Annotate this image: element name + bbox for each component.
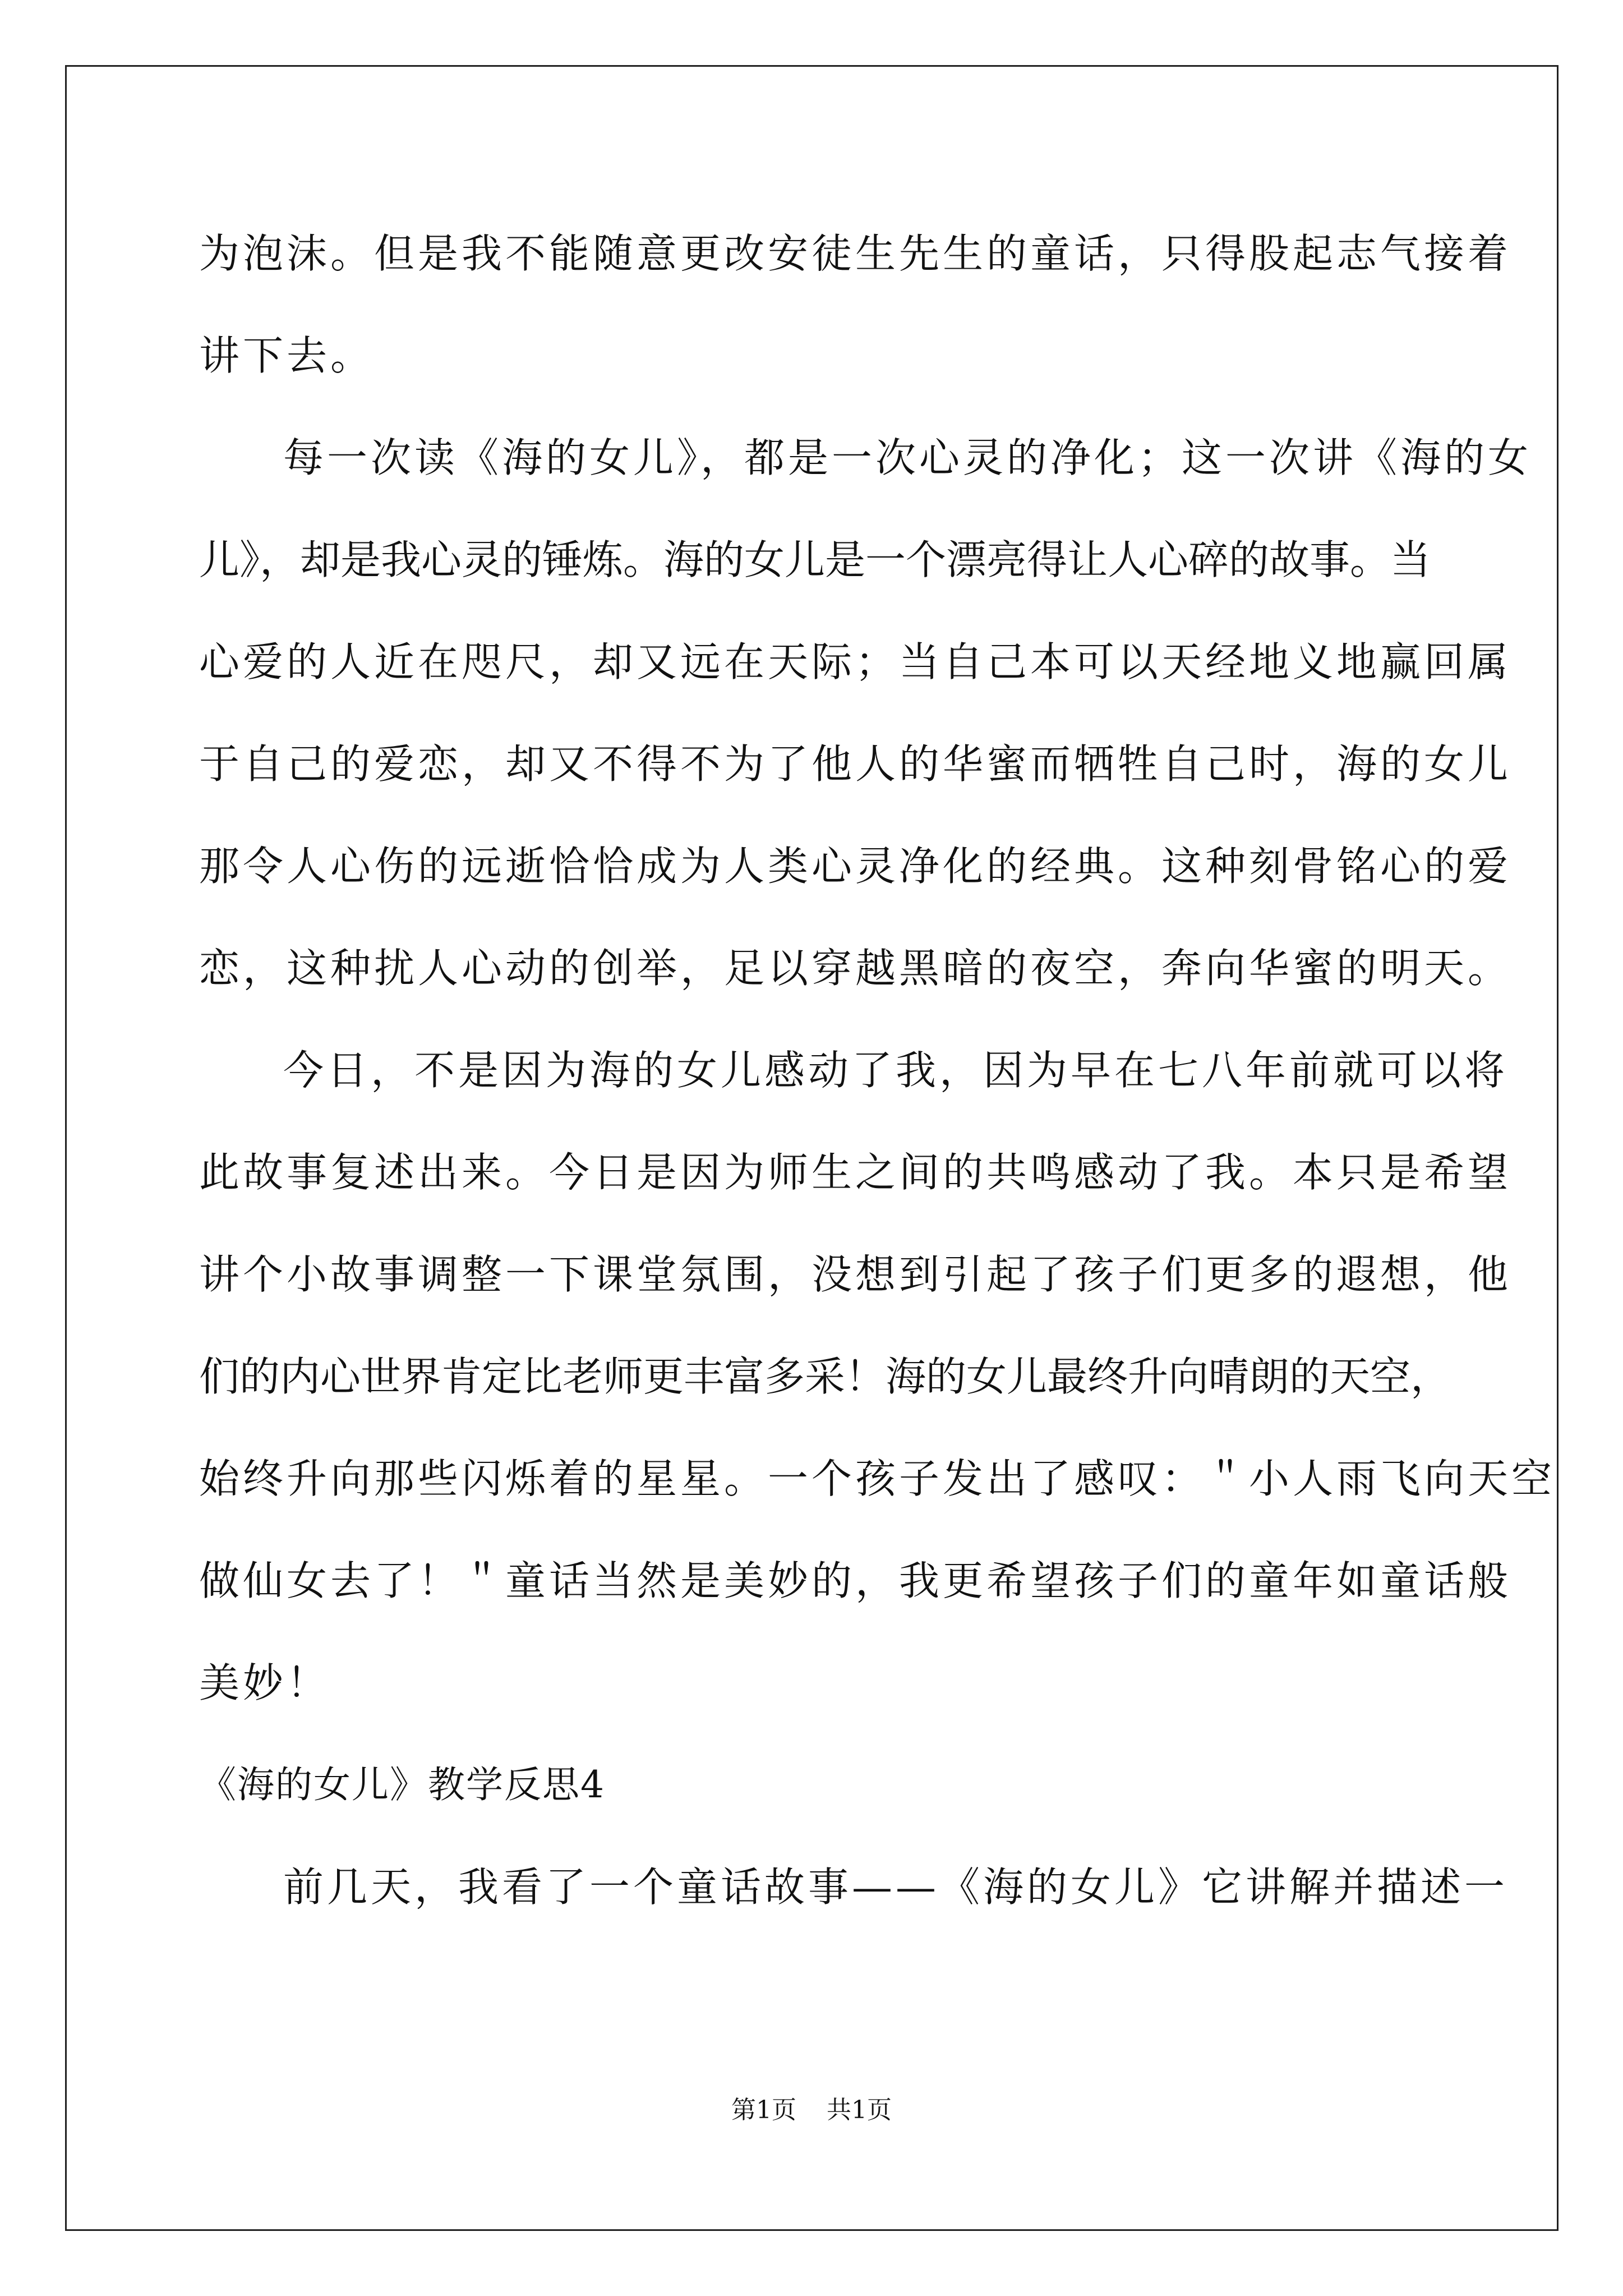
text-line: 此故事复述出来。今日是因为师生之间的共鸣感动了我。本只是希望 (199, 1149, 1512, 1196)
text-line: 讲个小故事调整一下课堂氛围，没想到引起了孩子们更多的遐想，他 (199, 1251, 1512, 1298)
page-total: 共1页 (827, 2096, 892, 2124)
document-body (199, 213, 1556, 1949)
text-line: 始终升向那些闪烁着的星星。一个孩子发出了感叹：＂小人雨飞向天空 (199, 1455, 1556, 1502)
paragraph-start-line: 今日，不是因为海的女儿感动了我，因为早在七八年前就可以将 (283, 1047, 1509, 1094)
page-number: 第1页 (731, 2096, 796, 2124)
text-line: 那令人心伤的远逝恰恰成为人类心灵净化的经典。这种刻骨铭心的爱 (199, 843, 1512, 890)
text-line: 美妙！ (199, 1659, 331, 1706)
text-line: 做仙女去了！＂童话当然是美妙的，我更希望孩子们的童年如童话般 (199, 1557, 1512, 1604)
section-heading: 《海的女儿》教学反思4 (199, 1763, 605, 1806)
text-line: 恋，这种扰人心动的创举，足以穿越黑暗的夜空，奔向华蜜的明天。 (199, 945, 1512, 992)
text-line: 们的内心世界肯定比老师更丰富多采！海的女儿最终升向晴朗的天空， (199, 1353, 1451, 1400)
text-line: 于自己的爱恋，却又不得不为了他人的华蜜而牺牲自己时，海的女儿 (199, 740, 1512, 788)
page-footer (0, 2093, 1623, 2127)
paragraph-start-line: 前几天，我看了一个童话故事——《海的女儿》它讲解并描述一 (283, 1864, 1509, 1911)
paragraph-start-line: 每一次读《海的女儿》，都是一次心灵的净化；这一次讲《海的女 (283, 434, 1532, 481)
text-line: 为泡沫。但是我不能随意更改安徒生先生的童话，只得股起志气接着 (199, 230, 1512, 277)
text-line: 讲下去。 (199, 332, 375, 379)
text-line: 儿》，却是我心灵的锤炼。海的女儿是一个漂亮得让人心碎的故事。当 (199, 536, 1431, 583)
text-line: 心爱的人近在咫尺，却又远在天际；当自己本可以天经地义地赢回属 (199, 638, 1512, 685)
